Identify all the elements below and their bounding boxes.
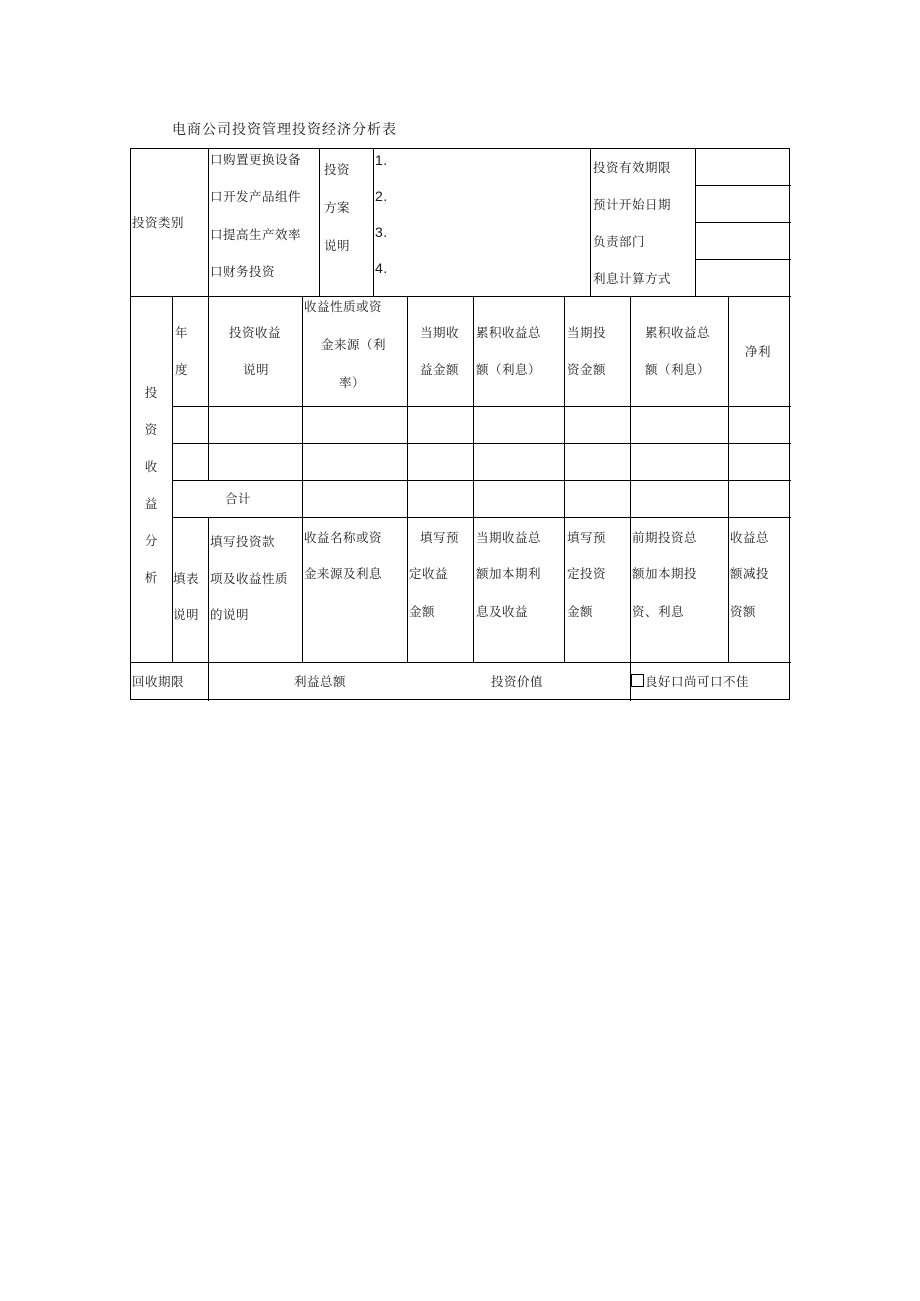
col-header-cumulative-income: 累积收益总 (476, 325, 542, 340)
col-header-nature: 金来源（利 (321, 337, 387, 352)
col-header-current-invest: 当期投 (567, 325, 607, 340)
info-start-label: 预计开始日期 (593, 197, 672, 212)
info-interest-label: 利息计算方式 (593, 271, 672, 286)
note-current-invest: 填写预 (567, 530, 607, 545)
rule-h (695, 259, 791, 260)
note-cumulative-invest: 前期投资总 (632, 530, 698, 545)
year-label-1: 年 (175, 325, 189, 340)
analysis-side-label: 投 资 收 益 分 析 (144, 385, 158, 585)
col-header-current-invest: 资金额 (567, 362, 607, 377)
col-header-desc: 说明 (243, 362, 270, 377)
note-net-profit: 收益总 (730, 530, 770, 545)
payback-label: 回收期限 (132, 674, 185, 689)
year-label-2: 度 (175, 362, 189, 377)
rule-v (208, 296, 209, 480)
col-header-cumulative-invest: 额（利息） (645, 362, 711, 377)
note-current-invest: 定投资 (567, 566, 607, 581)
rule-v (630, 296, 631, 662)
note-current-income: 金额 (409, 604, 436, 619)
info-dept-label: 负责部门 (593, 234, 646, 249)
plan-label-2: 方案 (324, 200, 351, 215)
plan-item-3: 3. (375, 224, 388, 240)
note-cumulative-invest: 额加本期投 (632, 566, 698, 581)
rule-v (564, 296, 565, 662)
plan-item-2: 2. (375, 188, 388, 204)
rule-h (131, 662, 791, 663)
note-net-profit: 额减投 (730, 566, 770, 581)
notes-label-1: 填表 (173, 571, 200, 586)
total-label: 合计 (225, 491, 252, 506)
note-nature: 收益名称或资 (304, 530, 383, 545)
plan-item-1: 1. (375, 152, 388, 168)
option-financial: 口财务投资 (210, 264, 276, 279)
rule-h (172, 517, 791, 518)
rule-v (728, 296, 729, 662)
rule-h (695, 222, 791, 223)
rating-options (631, 674, 749, 690)
profit-total-label: 利益总额 (294, 674, 347, 689)
note-desc: 项及收益性质 (210, 571, 289, 586)
analysis-table (130, 148, 790, 700)
rule-h (172, 406, 791, 407)
col-header-desc: 投资收益 (229, 325, 282, 340)
plan-item-4: 4. (375, 260, 388, 276)
note-nature: 金来源及利息 (304, 566, 383, 581)
rule-v (695, 149, 696, 296)
note-cumulative-invest: 资、利息 (632, 604, 685, 619)
note-current-invest: 金额 (567, 604, 594, 619)
investment-value-label: 投资价值 (491, 674, 544, 689)
note-net-profit: 资额 (730, 604, 757, 619)
note-current-income: 定收益 (409, 566, 449, 581)
note-cumulative-income: 额加本期利 (476, 566, 542, 581)
col-header-cumulative-invest: 累积收益总 (645, 325, 711, 340)
plan-label-1: 投资 (324, 162, 351, 177)
option-equipment: 口购置更换设备 (210, 152, 302, 167)
note-cumulative-income: 当期收益总 (476, 530, 542, 545)
plan-label-3: 说明 (324, 238, 351, 253)
col-header-nature: 收益性质或资 (304, 299, 383, 314)
note-desc: 填写投资款 (210, 534, 276, 549)
note-desc: 的说明 (210, 607, 250, 622)
col-header-cumulative-income: 额（利息） (476, 362, 542, 377)
page-title: 电商公司投资管理投资经济分析表 (172, 122, 397, 138)
rule-h (172, 480, 791, 481)
rule-v (373, 149, 374, 296)
note-current-income: 填写预 (420, 530, 460, 545)
rule-h (131, 296, 791, 297)
info-term-label: 投资有效期限 (593, 160, 672, 175)
col-header-current-income: 益金额 (420, 362, 460, 377)
option-efficiency: 口提高生产效率 (210, 227, 302, 242)
rule-h (695, 185, 791, 186)
rule-v (208, 149, 209, 296)
rule-v (208, 662, 209, 701)
rule-v (208, 517, 209, 662)
rule-v (473, 296, 474, 662)
notes-label-2: 说明 (173, 607, 200, 622)
col-header-net-profit: 净利 (745, 344, 772, 359)
rule-h (172, 443, 791, 444)
rule-v (590, 149, 591, 296)
category-label: 投资类别 (132, 215, 185, 230)
rating-text: 良好口尚可口不佳 (645, 674, 750, 689)
rule-v (407, 296, 408, 662)
option-product: 口开发产品组件 (210, 189, 302, 204)
col-header-current-income: 当期收 (420, 325, 460, 340)
rating-checkbox[interactable] (631, 674, 644, 687)
note-cumulative-income: 息及收益 (476, 604, 529, 619)
rule-v (302, 296, 303, 662)
rule-v (319, 149, 320, 296)
col-header-nature: 率） (339, 375, 366, 390)
